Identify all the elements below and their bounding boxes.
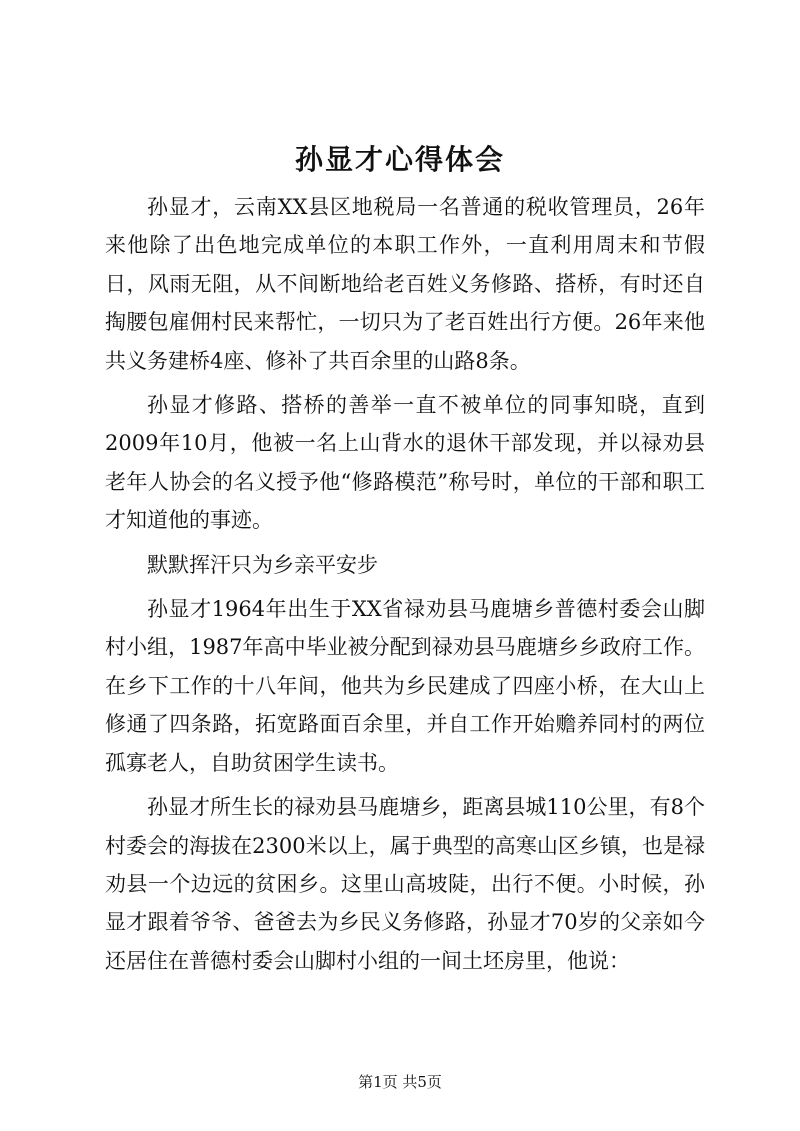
paragraph-hometown: 孙显才所生长的禄劝县马鹿塘乡，距离县城110公里，有8个村委会的海拔在2300米以上，属于典型的高寒山区乡镇，也是禄劝县一个边远的贫困乡。这里山高坡陡，出行不便。小时候，孙显才跟着爷爷、爸爸去为乡民义务修路，孙显才70岁的父亲如今还居住在普德村委会山脚村小组的一间土坯房里，他说： xyxy=(105,795,705,973)
paragraph-background: 孙显才1964年出生于XX省禄劝县马鹿塘乡普德村委会山脚村小组，1987年高中毕业被分配到禄劝县马鹿塘乡乡政府工作。在乡下工作的十八年间，他共为乡民建成了四座小桥，在大山上修通了四条路，拓宽路面百余里，并自工作开始赡养同村的两位孤寡老人，自助贫困学生读书。 xyxy=(105,597,705,775)
section-heading: 默默挥汗只为乡亲平安步 xyxy=(147,552,378,577)
paragraph-discovery: 孙显才修路、搭桥的善举一直不被单位的同事知晓，直到2009年10月，他被一名上山背水的退休干部发现，并以禄劝县老年人协会的名义授予他“修路模范”称号时，单位的干部和职工才知道他的事迹。 xyxy=(105,393,705,533)
document-title: 孙显才心得体会 xyxy=(294,143,505,176)
paragraph-intro: 孙显才，云南XX县区地税局一名普通的税收管理员，26年来他除了出色地完成单位的本职工作外，一直利用周末和节假日，风雨无阻，从不间断地给老百姓义务修路、搭桥，有时还自掏腰包雇佣村民来帮忙，一切只为了老百姓出行方便。26年来他共义务建桥4座、修补了共百余里的山路8条。 xyxy=(105,195,705,373)
document-body xyxy=(105,188,705,980)
page-footer: 第1页 共5页 xyxy=(358,1073,442,1091)
